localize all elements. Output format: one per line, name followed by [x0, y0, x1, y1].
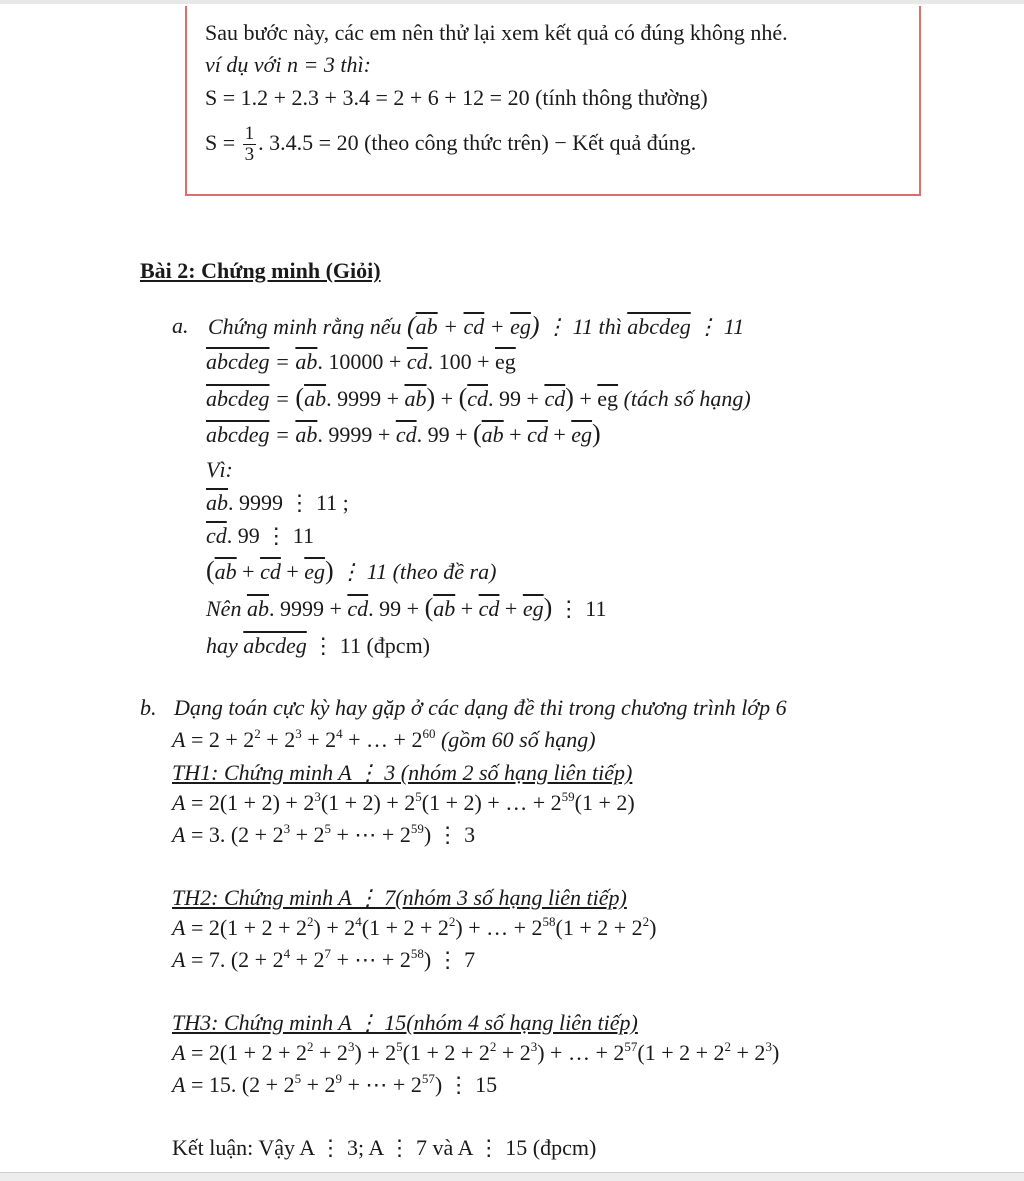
overline-abcdeg: abcdeg: [206, 349, 270, 374]
overline-cd: $\overline{cd}$: [463, 314, 485, 339]
th2-line-2: A = 7. ($2 + 2^4 + 2^7$ + ⋯ + $2^{58}$) ⋮ 7: [172, 946, 476, 972]
th2-heading: TH2: Chứng minh A ⋮ 7(nhóm 3 số hạng liên tiếp): [172, 885, 627, 910]
note-math: . 3.4.5 = 20 (theo công thức trên) − Kết quả đúng.: [258, 130, 697, 155]
th3-heading: TH3: Chứng minh A ⋮ 15(nhóm 4 số hạng liên tiếp): [172, 1010, 638, 1035]
section-heading: Bài 2: Chứng minh (Giỏi): [140, 258, 381, 283]
overline-eg: $\overline{eg}$: [522, 596, 544, 621]
note-line-1: [205, 20, 788, 46]
theo-de-ra: ⋮ 11 (theo đề ra): [333, 559, 497, 584]
overline-cd: $\overline{cd}$: [467, 386, 489, 411]
part-a-vi: Vì:: [206, 457, 233, 482]
part-a-line-1: abcdeg = $\overline{ab}$. $10000 + \overline{cd}$. $100 + \overline{eg}$: [206, 349, 516, 374]
part-a-statement: Chứng minh rằng nếu $(\overline{ab} + \overline{cd} + \overline{eg})$ ⋮ 11 thì abcdeg ⋮ 11: [208, 311, 745, 340]
note-math: n = 3: [287, 52, 335, 77]
overline-ab: $\overline{ab}$: [404, 386, 427, 411]
overline-cd: $\overline{cd}$: [527, 422, 548, 447]
part-a-line-5: $\overline{cd}$. 99 ⋮ 11: [206, 523, 314, 548]
th1-line-2: A = 3. ($2 + 2^3 + 2^5$ + ⋯ + $2^{59}$) ⋮ 3: [172, 821, 476, 847]
overline-abcdeg: abcdeg: [243, 633, 307, 658]
overline-ab: $\overline{ab}$: [246, 596, 269, 621]
nen-text: Nên: [206, 596, 247, 621]
part-b-a-def: $A = 2 + 2^2 + 2^3 + 2^4$ + … + $2^{60}$ (gồm 60 số hạng): [172, 726, 596, 752]
note-text: ví dụ với: [205, 52, 287, 77]
overline-abcdeg: abcdeg: [627, 314, 691, 339]
note-tach: (tách số hạng): [618, 386, 751, 411]
part-a-line-4: $\overline{ab}$. 9999 ⋮ 11 ;: [206, 490, 349, 515]
overline-cd: $\overline{cd}$: [206, 523, 227, 548]
th1-heading: TH1: Chứng minh A ⋮ 3 (nhóm 2 số hạng liên tiếp): [172, 760, 633, 785]
part-a-line-2: abcdeg = ($\overline{ab}$. $9999 + \overline{ab}) + (\overline{cd}$. $99 + \overline{cd}) + \overline{eg}$ (tách số hạng): [206, 383, 751, 412]
page-top-bar: [0, 0, 1024, 4]
overline-abcdeg: abcdeg: [206, 386, 270, 411]
fraction-numerator: 1: [244, 123, 255, 145]
part-a-line-6: $(\overline{ab} + \overline{cd} + \overline{eg})$ ⋮ 11 (theo đề ra): [206, 556, 497, 585]
part-b-marker: b.: [140, 695, 157, 720]
overline-cd: $\overline{cd}$: [395, 422, 417, 447]
overline-eg: $\overline{eg}$: [571, 422, 593, 447]
th3-line-1: $A = 2(1 + 2 + 2^2 + 2^3) + 2^5(1 + 2 + 2^2 + 2^3)$ + … + $2^{57}(1 + 2 + 2^2 + 2^3)$: [172, 1039, 780, 1065]
fraction-denominator: 3: [244, 144, 255, 166]
fraction: [243, 124, 257, 165]
overline-ab: $\overline{ab}$: [415, 314, 438, 339]
note-line-2: [205, 52, 371, 78]
overline-ab: $\overline{ab}$: [206, 490, 228, 515]
overline-ab: $\overline{ab}$: [304, 386, 327, 411]
note-line-4: [205, 118, 696, 168]
dpcm-text: ⋮ 11 (đpcm): [306, 633, 431, 658]
statement-text: thì: [592, 314, 628, 339]
th2-line-1: $A = 2(1 + 2 + 2^2) + 2^4(1 + 2 + 2^2)$ + … + $2^{58}(1 + 2 + 2^2)$: [172, 914, 657, 940]
conclusion: Kết luận: Vậy A ⋮ 3; A ⋮ 7 và A ⋮ 15 (đpcm): [172, 1135, 597, 1160]
th3-line-2: A = 15. ($2 + 2^5 + 2^9$ + ⋯ + $2^{57}$) ⋮ 15: [172, 1071, 498, 1097]
statement-text: Chứng minh rằng nếu: [208, 314, 407, 339]
overline-ab: $\overline{ab}$: [481, 422, 504, 447]
part-a-line-8: [206, 633, 430, 659]
overline-eg: $\overline{eg}$: [304, 559, 326, 584]
overline-ab: $\overline{ab}$: [214, 559, 237, 584]
divisible-11: ⋮ 11: [539, 314, 593, 339]
part-b-intro: Dạng toán cực kỳ hay gặp ở các dạng đề thi trong chương trình lớp 6: [174, 695, 787, 720]
overline-ab: $\overline{ab}$: [433, 596, 456, 621]
overline-eg: $\overline{eg}$: [495, 349, 516, 374]
overline-cd: $\overline{cd}$: [478, 596, 500, 621]
gom-text: (gồm 60 số hạng): [435, 727, 596, 752]
note-text: Sau bước này, các em nên thử lại xem kết quả có đúng không nhé.: [205, 20, 788, 45]
part-a-line-3: abcdeg = $\overline{ab}$. $9999 + \overline{cd}$. $99 + (\overline{ab} + \overline{cd} + \overline{eg})$: [206, 419, 601, 448]
hay-text: hay: [206, 633, 244, 658]
note-math: S =: [205, 130, 241, 155]
overline-ab: $\overline{ab}$: [295, 422, 318, 447]
divisible-11: ⋮ 11: [690, 314, 745, 339]
overline-cd: $\overline{cd}$: [544, 386, 566, 411]
overline-cd: $\overline{cd}$: [406, 349, 428, 374]
part-a-marker: a.: [172, 313, 189, 338]
th1-line-1: $A = 2(1 + 2) + 2^3(1 + 2) + 2^5(1 + 2)$ + … + $2^{59}(1 + 2)$: [172, 789, 635, 815]
overline-ab: $\overline{ab}$: [295, 349, 318, 374]
overline-cd: $\overline{cd}$: [347, 596, 369, 621]
overline-eg: $\overline{eg}$: [510, 314, 531, 339]
overline-abcdeg: abcdeg: [206, 422, 270, 447]
note-text: thì:: [334, 52, 371, 77]
overline-cd: $\overline{cd}$: [260, 559, 281, 584]
part-a-line-7: Nên $\overline{ab}$. $9999 + \overline{cd}$. $99 + (\overline{ab} + \overline{cd} + \overline{eg})$ ⋮ 11: [206, 593, 607, 622]
note-math: S = 1.2 + 2.3 + 3.4 = 2 + 6 + 12 = 20 (tính thông thường): [205, 85, 708, 110]
overline-eg: $\overline{eg}$: [597, 386, 619, 411]
note-line-3: [205, 85, 708, 111]
